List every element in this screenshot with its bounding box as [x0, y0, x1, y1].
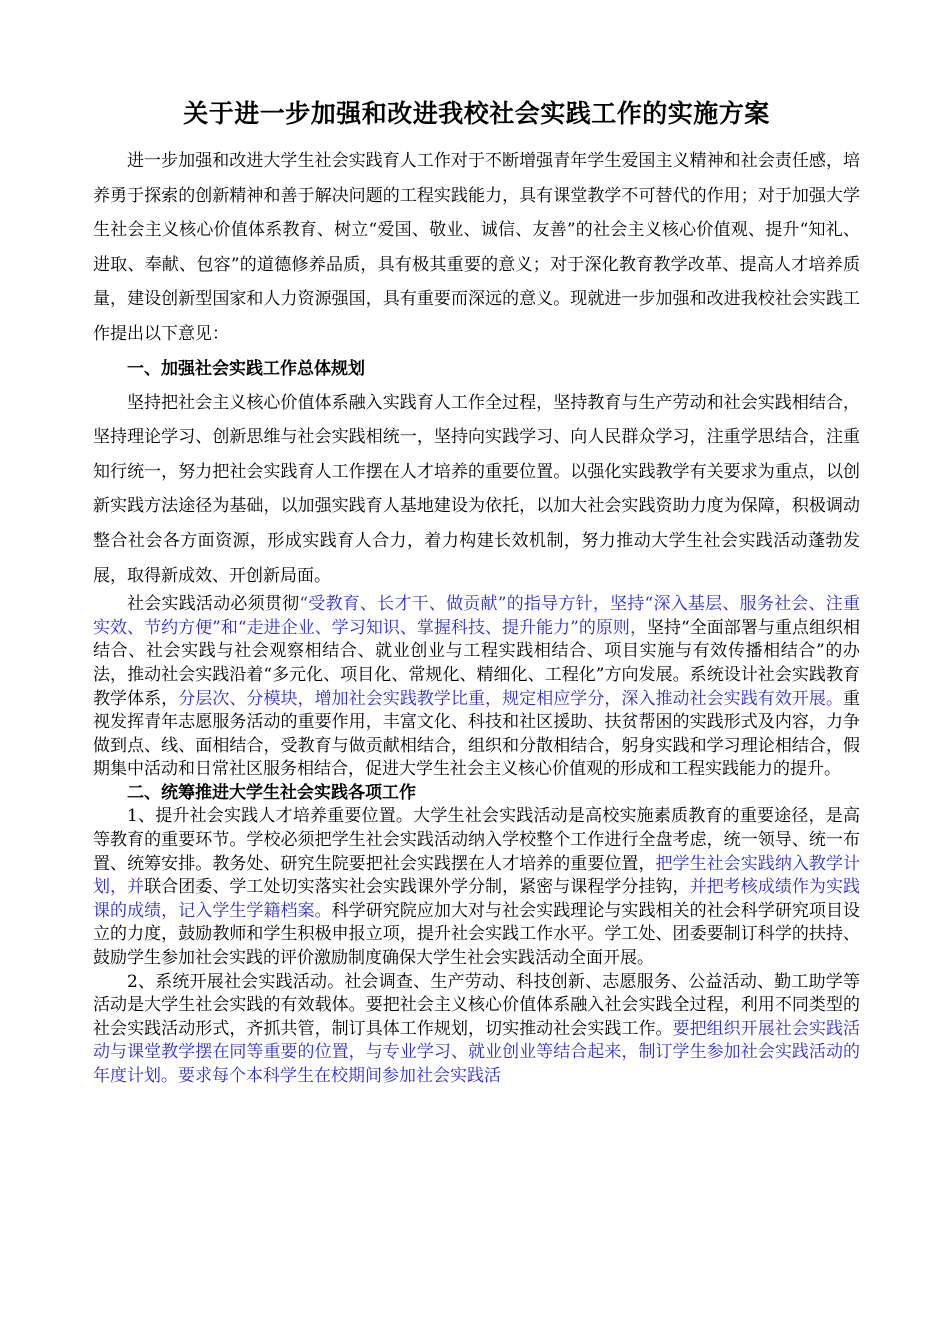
- text-run: 坚持“全面部署与重点组织相结合、社会实践与社会观察相结合、就业创业与工程实践相结合、项目实施与有效传播相结合”的办法，推动社会实践沿着“多元化、项目化、常规化、精细化、工程化”方向发展。系统设计社会实践教育教学体系，: [93, 617, 860, 709]
- text-run: 联合团委、学工处切实落实社会实践课外学分制，紧密与课程学分挂钩，: [144, 877, 690, 898]
- section-2-item-1: [93, 805, 860, 970]
- section-1-paragraph-2: [93, 593, 860, 782]
- highlighted-text: 要把组织开展社会实践活动与课堂教学摆在同等重要的位置，与专业学习、就业创业等结合起来，制订学生参加社会实践活动的年度计划。要求每个本科学生在校期间参加社会实践活: [93, 1018, 861, 1086]
- highlighted-text: 并把考核成绩作为实践课的成绩，记入学生学籍档案。: [93, 877, 861, 921]
- text-run: 社会实践活动必须贯彻: [127, 594, 300, 615]
- text-run: 1、提升社会实践人才培养重要位置。大学生社会实践活动是高校实施素质教育的重要途径，是高等教育的重要环节。学校必须把学生社会实践活动纳入学校整个工作进行全盘考虑，统一领导、统一布置、统筹安排。教务处、研究生院要把社会实践摆在人才培养的重要位置，: [93, 806, 860, 874]
- highlighted-text: 分层次、分模块，增加社会实践教学比重，规定相应学分，深入推动社会实践有效开展。: [178, 688, 844, 709]
- intro-paragraph: 进一步加强和改进大学生社会实践育人工作对于不断增强青年学生爱国主义精神和社会责任感，培养勇于探索的创新精神和善于解决问题的工程实践能力，具有课堂教学不可替代的作用；对于加强大学生社会主义核心价值体系教育、树立“爱国、敬业、诚信、友善”的社会主义核心价值观、提升“知礼、进取、奉献、包容”的道德修养品质，具有极其重要的意义；对于深化教育教学改革、提高人才培养质量，建设创新型国家和人力资源强国，具有重要而深远的意义。现就进一步加强和改进我校社会实践工作提出以下意见：: [93, 151, 860, 344]
- section-2-item-2: [93, 971, 860, 1089]
- highlighted-text: “受教育、长才干、做贡献”的指导方针，坚持“深入基层、服务社会、注重实效、节约方便”和“走进企业、学习知识、掌握科技、提升能力”的原则，: [93, 594, 860, 638]
- section-1-heading: 一、加强社会实践工作总体规划: [127, 358, 365, 379]
- loose-section: [93, 144, 860, 593]
- text-run: 科学研究院应加大对与社会实践理论与实践相关的社会科学研究项目设立的力度，鼓励教师和学生积极申报立项，提升社会实践工作水平。学工处、团委要制订科学的扶持、鼓励学生参加社会实践的评价激励制度确保大学生社会实践活动全面开展。: [93, 900, 861, 969]
- document-title: 关于进一步加强和改进我校社会实践工作的实施方案: [183, 99, 770, 128]
- text-run: 2、系统开展社会实践活动。社会调查、生产劳动、科技创新、志愿服务、公益活动、勤工助学等活动是大学生社会实践的有效载体。要把社会主义核心价值体系融入社会实践全过程，利用不同类型的社会实践活动形式，齐抓共管，制订具体工作规划，切实推动社会实践工作。: [93, 971, 860, 1039]
- document-page: [93, 96, 860, 1089]
- text-run: 重视发挥青年志愿服务活动的重要作用，丰富文化、科技和社区援助、扶贫帮困的实践形式及内容，力争做到点、线、面相结合，受教育与做贡献相结合，组织和分散相结合，躬身实践和学习理论相结合，假期集中活动和日常社区服务相结合，促进大学生社会主义核心价值观的形成和工程实践能力的提升。: [93, 688, 861, 780]
- section-1-paragraph-1: 坚持把社会主义核心价值体系融入实践育人工作全过程，坚持教育与生产劳动和社会实践相结合，坚持理论学习、创新思维与社会实践相统一，坚持向实践学习、向人民群众学习，注重学思结合，注重知行统一，努力把社会实践育人工作摆在人才培养的重要位置。以强化实践教学有关要求为重点，以创新实践方法途径为基础，以加强实践育人基地建设为依托，以加大社会实践资助力度为保障，积极调动整合社会各方面资源，形成实践育人合力，着力构建长效机制，努力推动大学生社会实践活动蓬勃发展，取得新成效、开创新局面。: [93, 392, 860, 586]
- section-2-heading: 二、统筹推进大学生社会实践各项工作: [127, 782, 416, 803]
- dense-section: [93, 593, 860, 1088]
- highlighted-text: 把学生社会实践纳入教学计划，并: [93, 853, 860, 898]
